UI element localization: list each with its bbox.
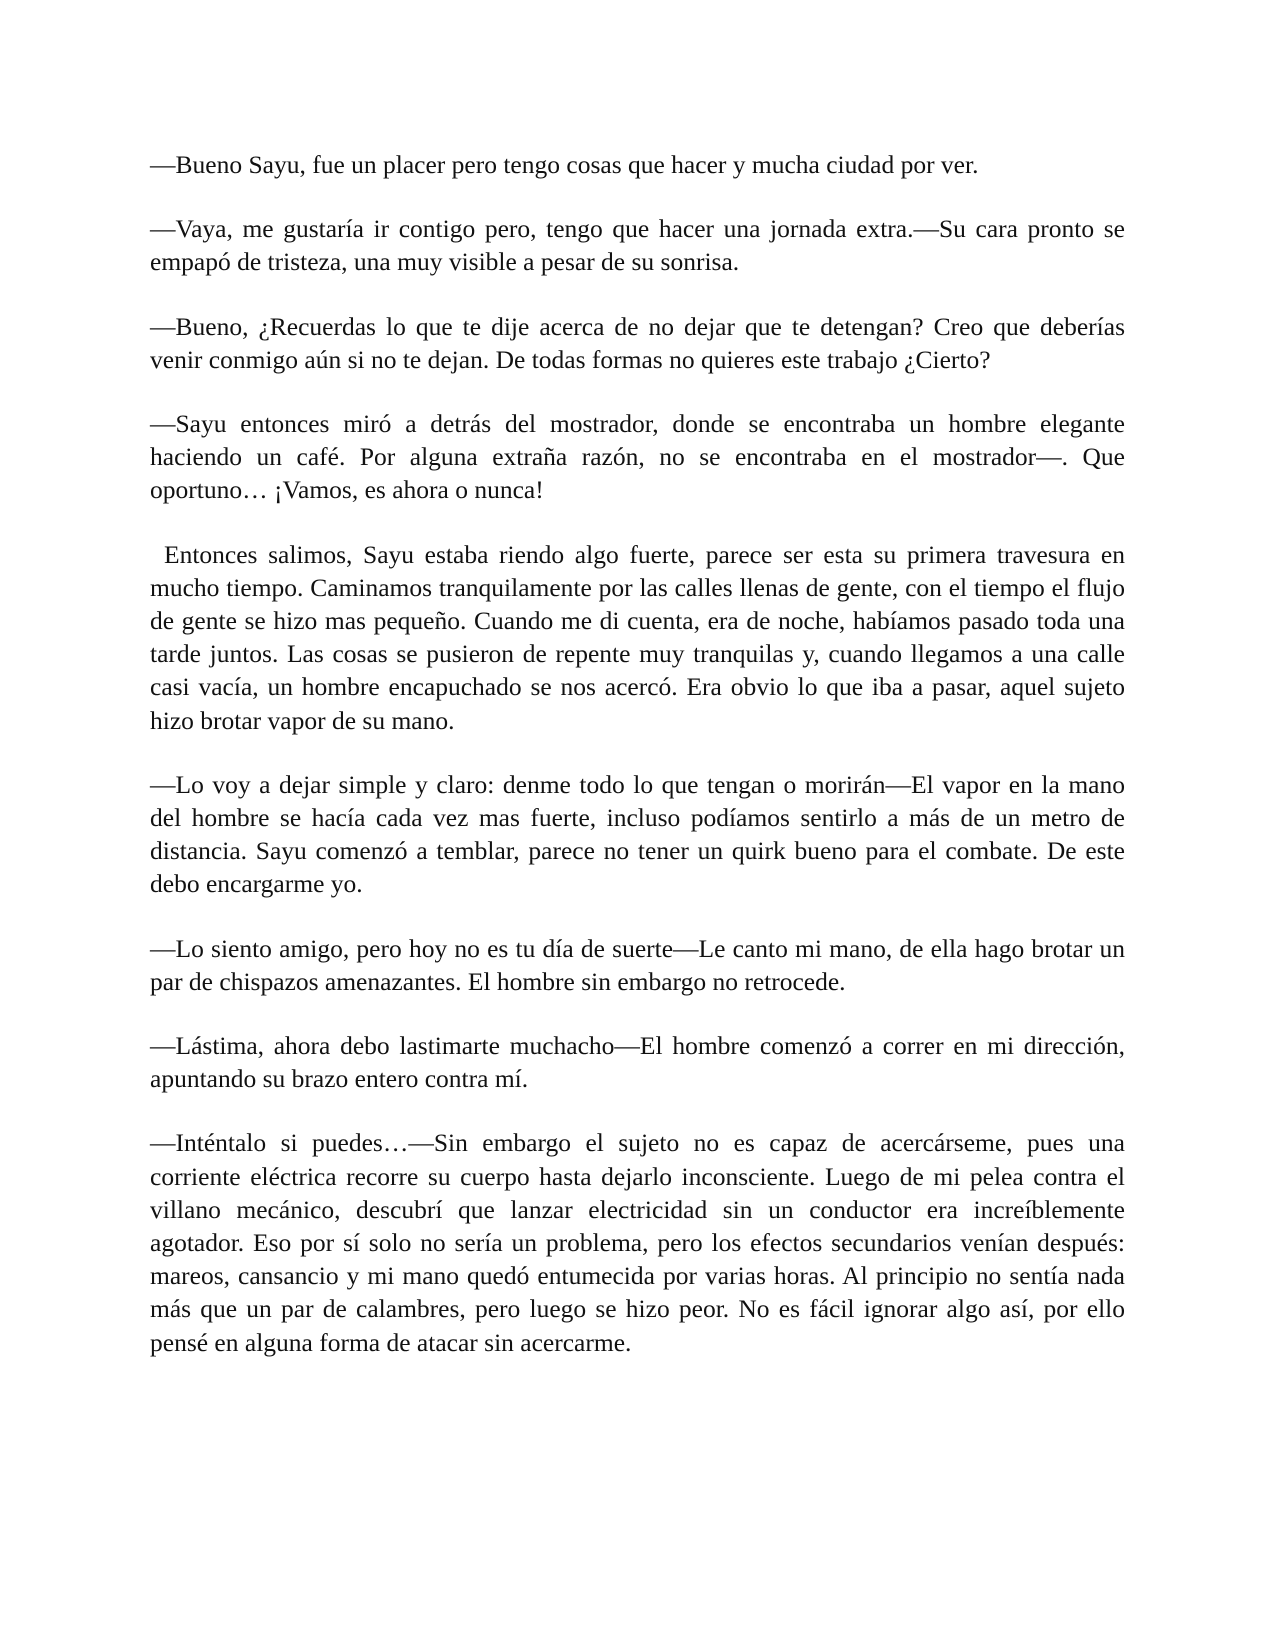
paragraph-5: Entonces salimos, Sayu estaba riendo algo fuerte, parece ser esta su primera travesura en mucho tiempo. Caminamos tranquilamente por las calles llenas de gente, con el tiempo el flujo de gente se hizo mas pequeño. Cuando me di cuenta, era de noche, habíamos pasado toda una tarde juntos. Las cosas se pusieron de repente muy tranquilas y, cuando llegamos a una calle casi vacía, un hombre encapuchado se nos acercó. Era obvio lo que iba a pasar, aquel sujeto hizo brotar vapor de su mano. bbox=[150, 539, 1125, 735]
paragraph-4: —Sayu entonces miró a detrás del mostrador, donde se encontraba un hombre elegante haciendo un café. Por alguna extraña razón, no se encontraba en el mostrador—. Que oportuno… ¡Vamos, es ahora o nunca! bbox=[150, 409, 1125, 505]
paragraph-6: —Lo voy a dejar simple y claro: denme todo lo que tengan o morirán—El vapor en la mano del hombre se hacía cada vez mas fuerte, incluso podíamos sentirlo a más de un metro de distancia. Sayu comenzó a temblar, parece no tener un quirk bueno para el combate. De este debo encargarme yo. bbox=[150, 769, 1125, 899]
document-page bbox=[150, 148, 1125, 1390]
paragraph-8: —Lástima, ahora debo lastimarte muchacho—El hombre comenzó a correr en mi dirección, apuntando su brazo entero contra mí. bbox=[150, 1031, 1125, 1094]
paragraph-1: —Bueno Sayu, fue un placer pero tengo cosas que hacer y mucha ciudad por ver. bbox=[150, 150, 979, 179]
paragraph-7: —Lo siento amigo, pero hoy no es tu día de suerte—Le canto mi mano, de ella hago brotar un par de chispazos amenazantes. El hombre sin embargo no retrocede. bbox=[150, 933, 1125, 996]
paragraph-2: —Vaya, me gustaría ir contigo pero, tengo que hacer una jornada extra.—Su cara pronto se empapó de tristeza, una muy visible a pesar de su sonrisa. bbox=[150, 214, 1125, 277]
paragraph-9: —Inténtalo si puedes…—Sin embargo el sujeto no es capaz de acercárseme, pues una corriente eléctrica recorre su cuerpo hasta dejarlo inconsciente. Luego de mi pelea contra el villano mecánico, descubrí que lanzar electricidad sin un conductor era increíblemente agotador. Eso por sí solo no sería un problema, pero los efectos secundarios venían después: mareos, cansancio y mi mano quedó entumecida por varias horas. Al principio no sentía nada más que un par de calambres, pero luego se hizo peor. No es fácil ignorar algo así, por ello pensé en alguna forma de atacar sin acercarme. bbox=[150, 1128, 1125, 1357]
paragraph-3: —Bueno, ¿Recuerdas lo que te dije acerca de no dejar que te detengan? Creo que deberías venir conmigo aún si no te dejan. De todas formas no quieres este trabajo ¿Cierto? bbox=[150, 311, 1125, 374]
